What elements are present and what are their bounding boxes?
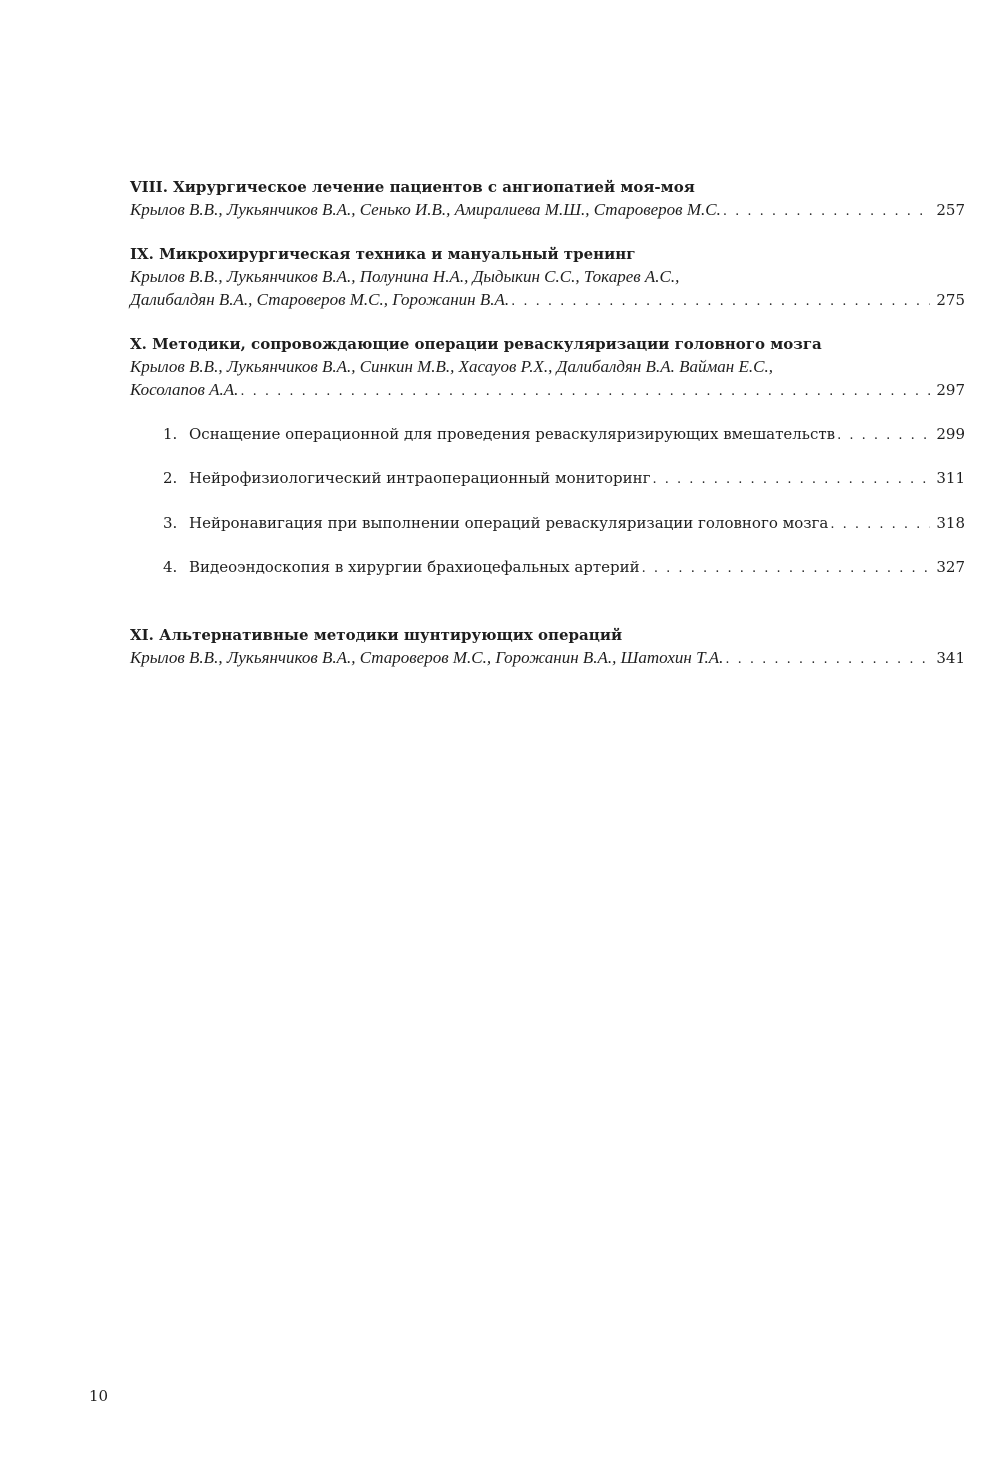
section-authors: Косолапов А.А. [130,380,239,399]
dot-leader [725,648,930,671]
section-authors-line [130,378,965,401]
section-authors-line [130,288,965,311]
toc-section-ix [130,243,965,311]
section-authors: Крылов В.В., Лукьянчиков В.А., Староверов М.С., Горожанин В.А., Шатохин Т.А. [130,648,724,667]
section-authors-first-line: Крылов В.В., Лукьянчиков В.А., Синкин М.В., Хасауов Р.Х., Далибалдян В.А. Вайман Е.С., [130,357,773,376]
section-title: IX. Микрохирургическая техника и мануальный тренинг [130,245,636,263]
toc-section-viii [130,176,965,221]
subsection-title: Оснащение операционной для проведения реваскуляризирующих вмешательств [189,425,836,443]
toc-subsection-4 [163,556,965,579]
subsection-title: Нейронавигация при выполнении операций реваскуляризации головного мозга [189,514,829,532]
toc-subsection-1 [163,423,965,446]
subsection-page-number: 299 [936,425,965,443]
subsection-title: Видеоэндоскопия в хирургии брахиоцефальных артерий [189,558,640,576]
section-title: X. Методики, сопровождающие операции реваскуляризации головного мозга [130,335,822,353]
subsection-number: 3. [163,514,178,532]
dot-leader [837,424,930,447]
toc-subsection-2 [163,467,965,490]
dot-leader [652,468,930,491]
dot-leader [723,200,931,223]
section-title: XI. Альтернативные методики шунтирующих операций [130,626,623,644]
section-authors-line [130,646,965,669]
subsection-page-number: 318 [936,514,965,532]
toc-subsection-3 [163,512,965,535]
dot-leader [240,380,930,403]
section-authors: Далибалдян В.А., Староверов М.С., Горожанин В.А. [130,290,510,309]
page-number: 10 [89,1387,109,1405]
subsection-number: 2. [163,469,178,487]
section-page-number: 297 [936,381,965,399]
dot-leader [830,513,930,536]
section-authors: Крылов В.В., Лукьянчиков В.А., Сенько И.В., Амиралиева М.Ш., Староверов М.С. [130,200,721,219]
subsection-number: 1. [163,425,178,443]
section-page-number: 341 [936,649,965,667]
dot-leader [642,557,931,580]
section-page-number: 275 [936,291,965,309]
dot-leader [511,290,930,313]
section-title: VIII. Хирургическое лечение пациентов с ангиопатией моя-моя [130,178,695,196]
subsection-number: 4. [163,558,178,576]
subsection-page-number: 327 [936,558,965,576]
section-authors-first-line: Крылов В.В., Лукьянчиков В.А., Полунина Н.А., Дыдыкин С.С., Токарев А.С., [130,267,680,286]
section-authors-line [130,198,965,221]
section-page-number: 257 [936,201,965,219]
toc-section-xi [130,624,965,669]
subsection-page-number: 311 [936,469,965,487]
toc-section-x [130,333,965,401]
subsection-title: Нейрофизиологический интраоперационный мониторинг [189,469,651,487]
